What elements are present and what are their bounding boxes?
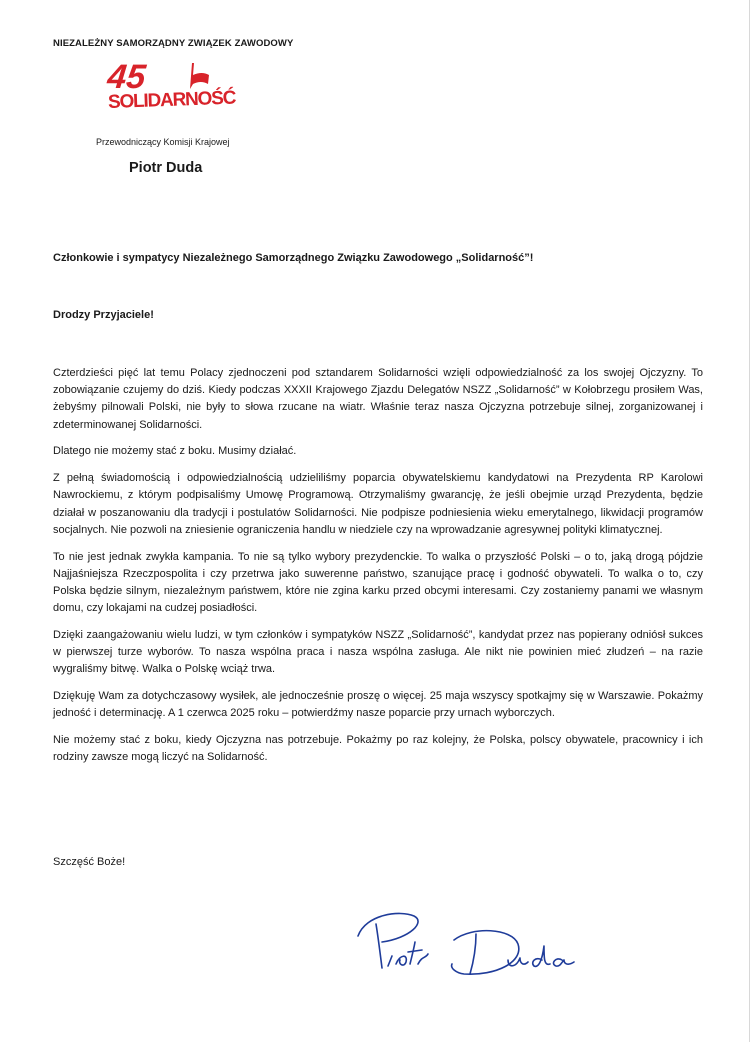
chair-role: Przewodniczący Komisji Krajowej <box>96 137 230 147</box>
handwritten-signature <box>352 908 577 980</box>
paragraph: Z pełną świadomością i odpowiedzialnością udzieliliśmy poparcia obywatelskiemu kandydatowi na Prezydenta RP Karolowi Nawrockiemu, z którym podpisaliśmy Umowę Programową. Otrzymaliśmy gwarancję, że jeśli obejmie urząd Prezydenta, będzie działał w poszanowaniu dla tradycji i postulatów Solidarności. Nie podpisze podniesienia wieku emerytalnego, likwidacji programów socjalnych. Nie pozwoli na zniesienie ograniczenia handlu w niedziele czy na wprowadzanie agresywnej polityki klimatycznej. <box>53 472 703 536</box>
logo-wordmark: SOLIDARNOŚĆ <box>107 87 236 114</box>
organization-name: NIEZALEŻNY SAMORZĄDNY ZWIĄZEK ZAWODOWY <box>53 38 294 49</box>
salutation-members: Członkowie i sympatycy Niezależnego Samorządnego Związku Zawodowego „Solidarność”! <box>53 252 534 264</box>
paragraph: To nie jest jednak zwykła kampania. To nie są tylko wybory prezydenckie. To walka o przyszłość Polski – o to, jaką drogą pójdzie Najjaśniejsza Rzeczpospolita i czy przetrwa jako suwerenne państwo, szanujące pracę i godność obywateli. To walka o to, czy Polska będzie silnym, niezależnym państwem, które nie zgina karku przed obcymi interesami. Czy zostaniemy panami we własnym domu, czy lokajami na cudzej posiadłości. <box>53 550 703 615</box>
paragraph: Czterdzieści pięć lat temu Polacy zjednoczeni pod sztandarem Solidarności wzięli odpowiedzialność za los swojej Ojczyzny. To zobowiązanie czujemy do dziś. Kiedy podczas XXXII Krajowego Zjazdu Delegatów NSZZ „Solidarność” w Kołobrzegu prosiłem Was, żebyśmy pilnowali Polski, nie były to słowa rzucane na wiatr. Właśnie teraz nasza Ojczyzna potrzebuje silnej, zorganizowanej i zdeterminowanej Solidarności. <box>53 367 703 431</box>
solidarnosc-logo <box>106 55 236 115</box>
svg-text:45: 45 <box>106 58 148 96</box>
letter-body <box>53 365 703 776</box>
chair-name: Piotr Duda <box>129 160 203 176</box>
paragraph: Dlatego nie możemy stać z boku. Musimy działać. <box>53 445 297 458</box>
paragraph: Nie możemy stać z boku, kiedy Ojczyzna nas potrzebuje. Pokażmy po raz kolejny, że Polska, polscy obywatele, pracownicy i ich rodziny zawsze mogą liczyć na Solidarność. <box>53 734 703 764</box>
closing-greeting: Szczęść Boże! <box>53 856 126 868</box>
paragraph: Dziękuję Wam za dotychczasowy wysiłek, ale jednocześnie proszę o więcej. 25 maja wszyscy spotkajmy się w Warszawie. Pokażmy jedność i determinację. A 1 czerwca 2025 roku – potwierdźmy nasze poparcie przy urnach wyborczych. <box>53 690 703 720</box>
salutation-friends: Drodzy Przyjaciele! <box>53 309 154 321</box>
paragraph: Dzięki zaangażowaniu wielu ludzi, w tym członków i sympatyków NSZZ „Solidarność”, kandydat przez nas popierany odniósł sukces w pierwszej turze wyborów. To nasza wspólna praca i nasza wspólna zasługa. Ale nikt nie powinien mieć złudzeń – na razie wygraliśmy bitwę. Walka o Polskę wciąż trwa. <box>53 629 703 676</box>
